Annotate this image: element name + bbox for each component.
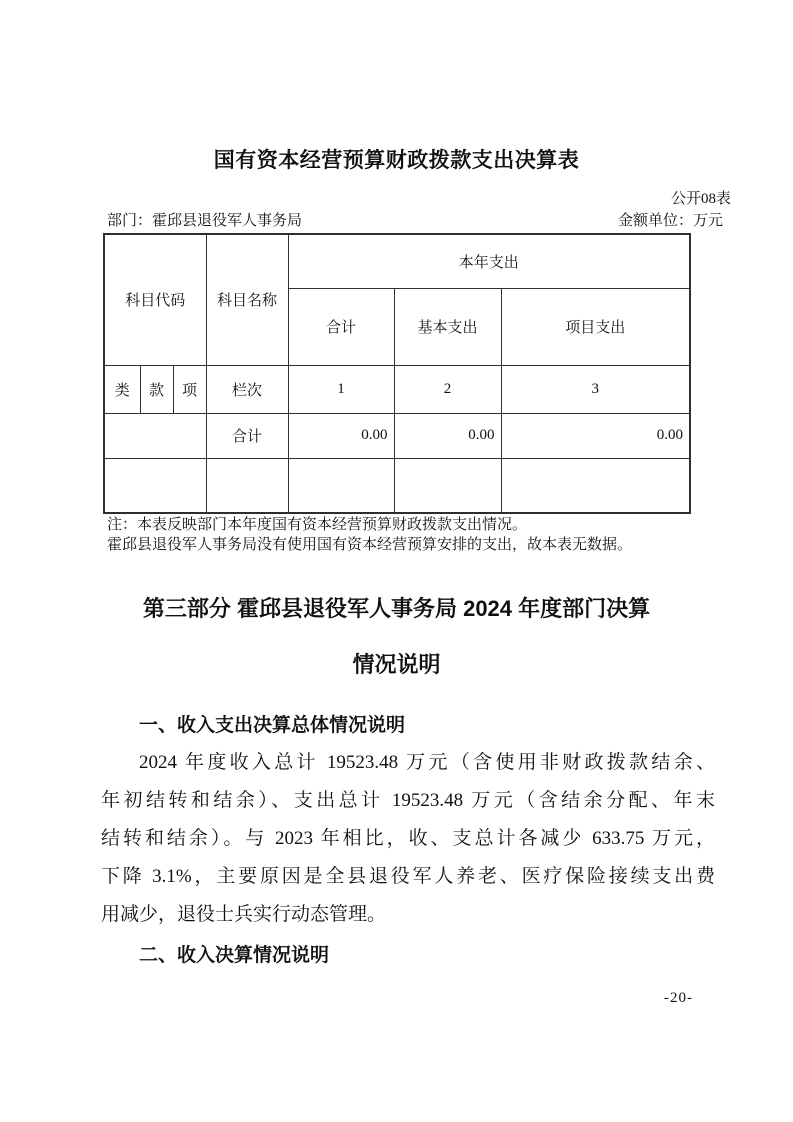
header-current-year-expenditure: 本年支出 [288, 234, 690, 288]
header-project-expenditure: 项目支出 [501, 288, 690, 365]
section1-heading: 一、收入支出决算总体情况说明 [139, 715, 406, 736]
department-label: 部门：霍邱县退役军人事务局 [107, 213, 303, 229]
total-value-sum: 0.00 [288, 413, 394, 458]
table-row [104, 365, 690, 413]
note-line: 霍邱县退役军人事务局没有使用国有资本经营预算安排的支出，故本表无数据。 [107, 537, 633, 553]
expenditure-table [103, 233, 691, 514]
paragraph-line: 用减少，退役士兵实行动态管理。 [101, 904, 387, 925]
table-row-empty [104, 458, 690, 513]
header-subject-name: 科目名称 [206, 234, 288, 365]
header-subject-code: 科目代码 [104, 234, 206, 365]
section1-paragraph [101, 744, 715, 934]
table-meta-row [107, 209, 723, 230]
cell-index-3: 3 [501, 365, 690, 413]
part3-heading-line2: 情况说明 [352, 652, 441, 677]
cell-empty [394, 458, 501, 513]
cell-column-index-label: 栏次 [206, 365, 288, 413]
table-row [104, 234, 690, 288]
header-total: 合计 [288, 288, 394, 365]
total-row-label: 合计 [206, 413, 288, 458]
total-value-basic: 0.00 [394, 413, 501, 458]
page-number: -20- [664, 990, 693, 1006]
cell-empty-code [104, 413, 206, 458]
table-notes [107, 515, 723, 555]
paragraph-line: 年初结转和结余）、支出总计 19523.48 万元（含结余分配、年末 [101, 790, 715, 811]
paragraph-line: 2024 年度收入总计 19523.48 万元（含使用非财政拨款结余、 [139, 752, 715, 773]
unit-label: 金额单位：万元 [617, 213, 723, 229]
cell-index-2: 2 [394, 365, 501, 413]
part3-heading [0, 594, 793, 680]
table-row-total [104, 413, 690, 458]
cell-empty [104, 458, 206, 513]
cell-code-class: 类 [104, 365, 140, 413]
table-title: 国有资本经营预算财政拨款支出决算表 [213, 149, 580, 172]
paragraph-line: 下降 3.1%，主要原因是全县退役军人养老、医疗保险接续支出费 [101, 866, 715, 887]
cell-empty [206, 458, 288, 513]
part3-heading-line1: 第三部分 霍邱县退役军人事务局 2024 年度部门决算 [142, 596, 651, 621]
cell-empty [288, 458, 394, 513]
note-line: 注：本表反映部门本年度国有资本经营预算财政拨款支出情况。 [107, 517, 528, 533]
total-value-project: 0.00 [501, 413, 690, 458]
cell-code-item: 项 [173, 365, 206, 413]
cell-empty [501, 458, 690, 513]
header-basic-expenditure: 基本支出 [394, 288, 501, 365]
section2-heading: 二、收入决算情况说明 [139, 945, 330, 966]
cell-index-1: 1 [288, 365, 394, 413]
cell-code-section: 款 [140, 365, 173, 413]
paragraph-line: 结转和结余）。与 2023 年相比，收、支总计各减少 633.75 万元， [101, 828, 715, 849]
public-table-code-label: 公开08表 [670, 191, 731, 207]
